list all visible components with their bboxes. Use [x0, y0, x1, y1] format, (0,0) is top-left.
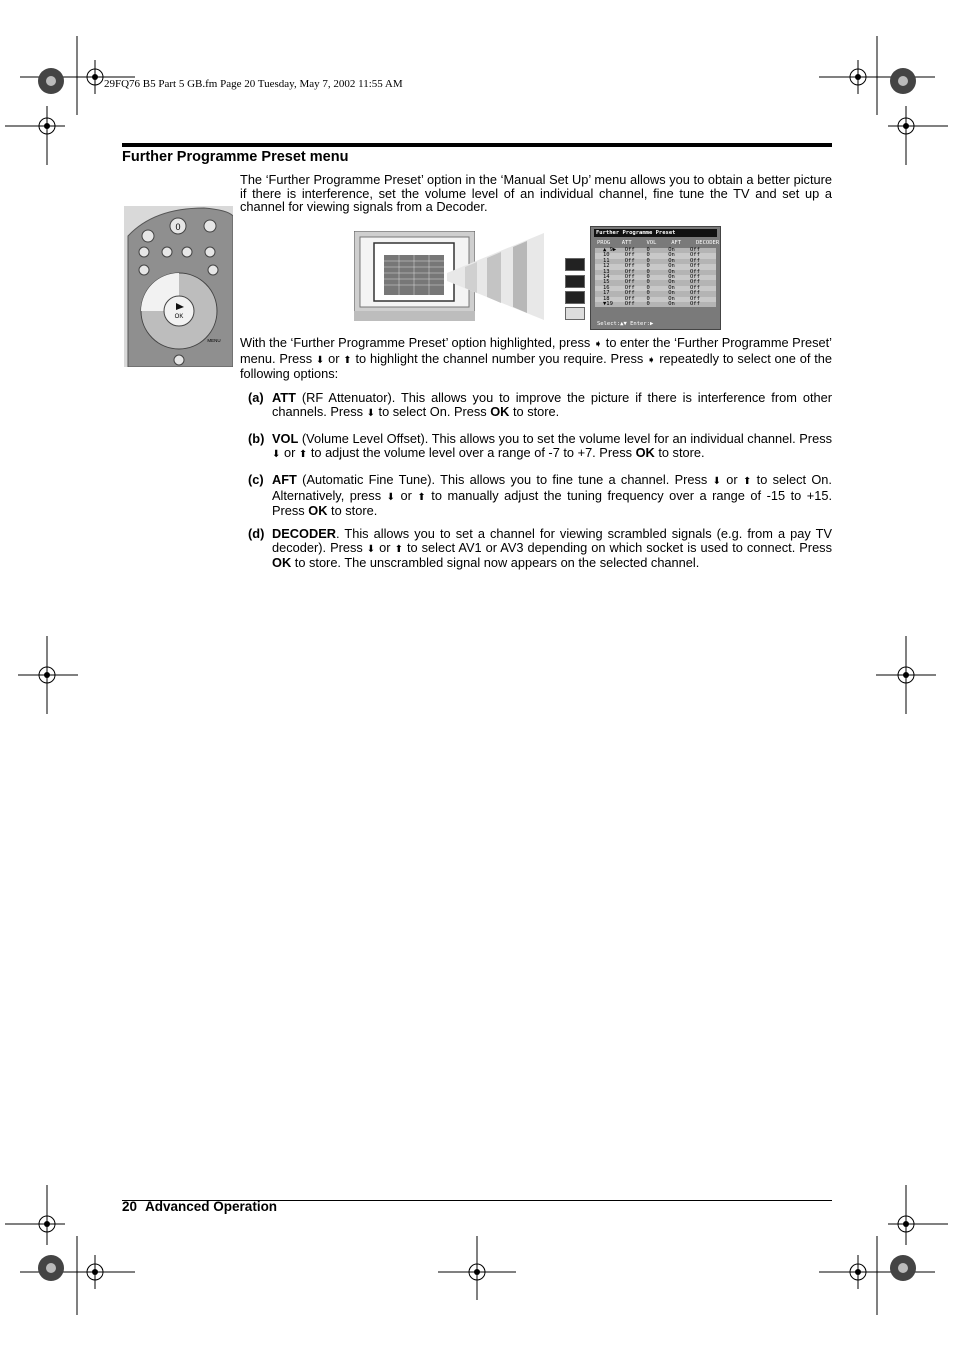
- right-arrow-icon: ➧: [593, 339, 603, 350]
- picture-icon: [565, 258, 585, 271]
- option-label: (d): [248, 526, 265, 541]
- zoom-wedge-graphic: [447, 233, 544, 320]
- up-arrow-icon: ⬆: [298, 448, 308, 460]
- top-rule: [122, 143, 832, 147]
- osd-header-att: ATT: [621, 240, 632, 246]
- intro-paragraph: The ‘Further Programme Preset’ option in the ‘Manual Set Up’ menu allows you to obtain a better picture if there is interference, set the volume level of an individual channel, fine tune the TV and set up a channel for viewing signals from a Decoder.: [240, 172, 832, 215]
- osd-cell: Off: [624, 274, 635, 281]
- osd-cell: On: [668, 268, 675, 275]
- osd-cell: Off: [624, 263, 635, 270]
- down-arrow-icon: ⬇: [315, 354, 325, 366]
- osd-cell: 11: [603, 257, 610, 264]
- osd-cell: Off: [624, 284, 635, 291]
- osd-cell: 0: [646, 284, 650, 291]
- osd-cell: Off: [624, 247, 635, 253]
- remote-control-image: [124, 206, 233, 367]
- further-programme-preset-osd: [590, 226, 721, 330]
- osd-cell: 0: [646, 263, 650, 270]
- osd-header-aft: AFT: [671, 240, 682, 246]
- osd-cell: 0: [646, 247, 650, 253]
- osd-cell: 0: [646, 274, 650, 281]
- osd-cell: 13: [603, 268, 610, 275]
- osd-header-decoder: DECODER: [696, 240, 720, 246]
- osd-cell: Off: [690, 284, 700, 291]
- option-label: (a): [248, 390, 264, 405]
- osd-cell: On: [668, 257, 675, 264]
- osd-cell: 14: [603, 274, 610, 281]
- osd-cell: Off: [690, 247, 700, 253]
- osd-cell: Off: [624, 252, 635, 259]
- option-name: ATT: [272, 390, 296, 405]
- osd-cell: Off: [624, 279, 635, 286]
- up-arrow-icon: ⬆: [742, 476, 752, 487]
- ok-button-label: OK: [174, 314, 184, 320]
- osd-cell: On: [668, 301, 675, 308]
- osd-cell: Off: [690, 274, 700, 281]
- osd-cell: Off: [690, 301, 700, 308]
- osd-cell: 18: [603, 295, 610, 302]
- osd-cell: 0: [646, 295, 650, 302]
- osd-cell: 0: [646, 252, 650, 259]
- osd-header-vol: VOL: [646, 240, 657, 246]
- osd-cell: Off: [624, 290, 635, 297]
- option-decoder: (d) DECODER. This allows you to set a channel for viewing scrambled signals (e.g. from a pay TV decoder). Press ⬇ or ⬆ to select AV1 or AV3 depending on which socket is used to connect. Press OK to store. The unscrambled signal now appears on the selected channel.: [248, 526, 832, 571]
- navigation-paragraph: With the ‘Further Programme Preset’ option highlighted, press ➧ to enter the ‘Further Programme Preset’ menu. Press ⬇ or ⬆ to highlight the channel number you require. Press ➧ repeatedly to select one of the following options:: [240, 335, 833, 382]
- osd-cell: 15: [603, 279, 610, 286]
- osd-cell: Off: [690, 252, 700, 259]
- osd-cell: Off: [690, 295, 700, 302]
- osd-cell: 0: [646, 268, 650, 275]
- section-title: Further Programme Preset menu: [122, 149, 349, 165]
- osd-row: [595, 302, 716, 307]
- option-label: (c): [248, 472, 264, 487]
- ok-keyword: OK: [490, 403, 510, 419]
- osd-cell: Off: [624, 295, 635, 302]
- osd-cell: On: [668, 252, 675, 259]
- setup-icon: [565, 307, 585, 320]
- osd-cell: 16: [603, 284, 610, 291]
- osd-cell: Off: [690, 257, 700, 264]
- page-number: 20: [122, 1199, 138, 1214]
- option-vol: (b) VOL (Volume Level Offset). This allows you to set the volume level for an individual channel. Press ⬇ or ⬆ to adjust the volume level over a range of -7 to +7. Press OK to store.: [248, 431, 832, 460]
- osd-cell: On: [668, 274, 675, 281]
- osd-cell: Off: [690, 279, 700, 286]
- down-arrow-icon: ⬇: [712, 476, 721, 487]
- ok-keyword: OK: [308, 503, 328, 519]
- osd-cell: Off: [690, 290, 700, 297]
- osd-cell: 12: [603, 263, 610, 270]
- osd-cell: On: [668, 295, 675, 302]
- page-footer: [122, 1199, 277, 1214]
- osd-header-prog: PROG: [597, 240, 611, 246]
- option-att: (a) ATT (RF Attenuator). This allows you to improve the picture if there is interference from other channels. Press ⬇ to select On. Press OK to store.: [248, 390, 832, 419]
- footer-section: Advanced Operation: [145, 1199, 278, 1214]
- osd-cell: 17: [603, 290, 610, 297]
- option-name: AFT: [272, 472, 297, 487]
- down-arrow-icon: ⬇: [272, 448, 281, 460]
- osd-cell: Off: [624, 257, 635, 264]
- osd-footer: Select:▲▼ Enter:▶: [597, 321, 654, 327]
- osd-cell: On: [668, 290, 675, 297]
- option-aft: (c) AFT (Automatic Fine Tune). This allows you to fine tune a channel. Press ⬇ or ⬆ to select On. Alternatively, press ⬇ or ⬆ to manually adjust the tuning frequency over a range of -15 to +15. Press OK to store.: [248, 472, 833, 519]
- down-arrow-icon: ⬇: [386, 491, 395, 503]
- osd-cell: ▼19: [603, 301, 613, 308]
- option-label: (b): [248, 431, 265, 446]
- osd-cell: 0: [646, 279, 650, 286]
- sound-icon: [565, 275, 585, 288]
- ok-keyword: OK: [635, 444, 655, 460]
- osd-cell: Off: [624, 268, 635, 275]
- osd-title: Further Programme Preset: [594, 229, 717, 237]
- zero-button-label: 0: [175, 222, 181, 232]
- osd-cell: On: [668, 263, 675, 270]
- ok-keyword: OK: [272, 555, 292, 571]
- osd-cell: 0: [646, 257, 650, 264]
- up-arrow-icon: ⬆: [417, 491, 426, 503]
- up-arrow-icon: ⬆: [394, 543, 403, 555]
- down-arrow-icon: ⬇: [366, 543, 376, 555]
- osd-cell: ▲ 9▶: [603, 247, 617, 253]
- osd-cell: 0: [646, 301, 650, 308]
- osd-cell: On: [668, 279, 675, 286]
- osd-cell: On: [668, 284, 675, 291]
- osd-cell: Off: [690, 268, 700, 275]
- down-arrow-icon: ⬇: [366, 407, 375, 419]
- osd-cell: 0: [646, 290, 650, 297]
- osd-cell: Off: [624, 301, 635, 308]
- option-name: VOL: [272, 431, 299, 446]
- osd-cell: On: [668, 247, 675, 253]
- osd-cell: 10: [603, 252, 610, 259]
- osd-cell: Off: [690, 263, 700, 270]
- osd-rows: [591, 248, 720, 307]
- right-arrow-icon: ➧: [647, 354, 656, 366]
- option-name: DECODER: [272, 526, 336, 541]
- features-icon: [565, 291, 585, 304]
- file-header-meta: 29FQ76 B5 Part 5 GB.fm Page 20 Tuesday, May 7, 2002 11:55 AM: [104, 78, 403, 90]
- menu-button-label: MENU: [207, 338, 221, 343]
- up-arrow-icon: ⬆: [343, 354, 352, 366]
